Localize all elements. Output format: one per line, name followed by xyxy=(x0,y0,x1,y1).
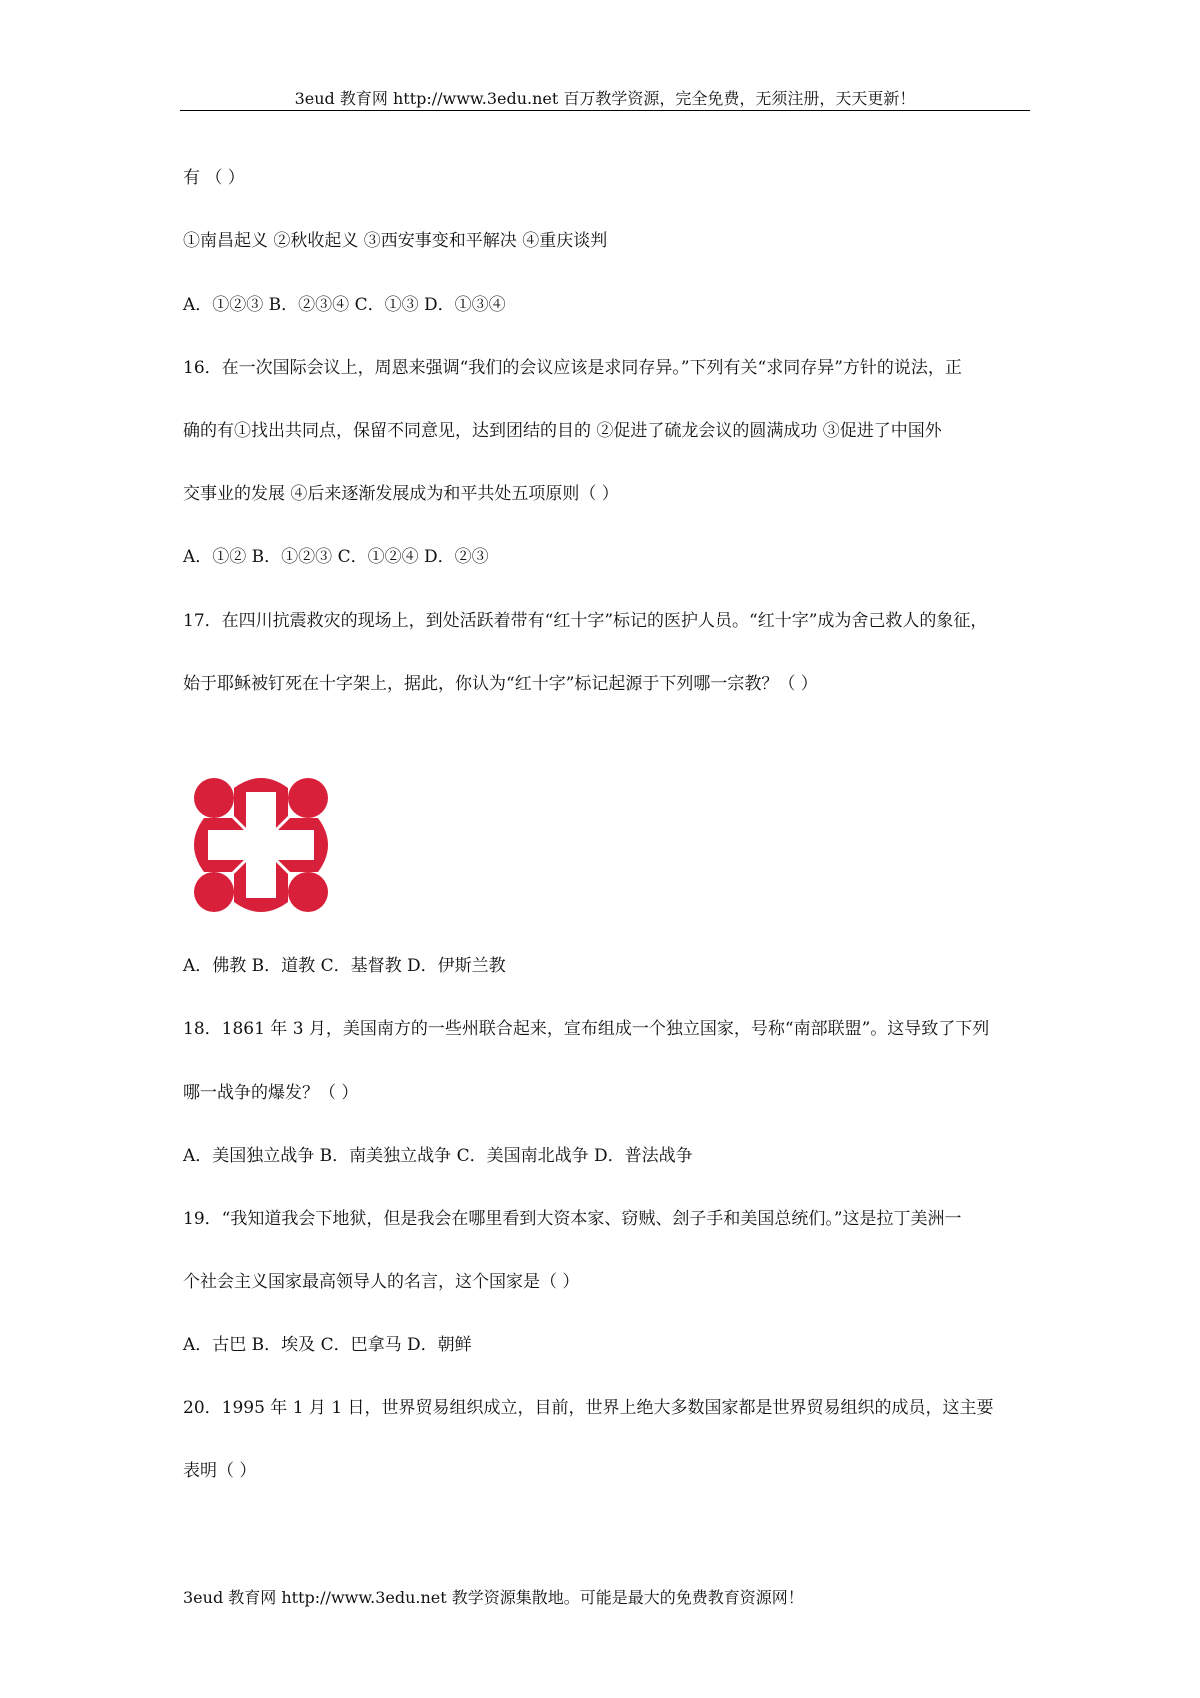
page-footer: 3eud 教育网 http://www.3edu.net 教学资源集散地。可能是最大的免费教育资源网！ xyxy=(183,1588,804,1607)
page-header: 3eud 教育网 http://www.3edu.net 百万教学资源，完全免费，无须注册，天天更新！ xyxy=(294,89,916,108)
q19-stem-line1: 19．“我知道我会下地狱，但是我会在哪里看到大资本家、窃贼、刽子手和美国总统们。”这是拉丁美洲一 xyxy=(183,1209,962,1229)
header-divider xyxy=(180,110,1030,111)
red-cross-icon xyxy=(186,770,336,920)
q16-stem-line3: 交事业的发展 ④后来逐渐发展成为和平共处五项原则（ ） xyxy=(183,484,619,504)
q16-stem-line2: 确的有①找出共同点，保留不同意见，达到团结的目的 ②促进了硫龙会议的圆满成功 ③促进了中国外 xyxy=(183,421,942,441)
q18-stem-line2: 哪一战争的爆发？（ ） xyxy=(183,1083,359,1103)
q15-options: A．①②③ B．②③④ C．①③ D．①③④ xyxy=(183,295,506,315)
q15-items: ①南昌起义 ②秋收起义 ③西安事变和平解决 ④重庆谈判 xyxy=(183,231,608,251)
q18-stem-line1: 18．1861 年 3 月，美国南方的一些州联合起来，宣布组成一个独立国家，号称“南部联盟”。这导致了下列 xyxy=(183,1019,990,1039)
q17-options: A．佛教 B．道教 C．基督教 D．伊斯兰教 xyxy=(183,956,506,976)
question-stem-continuation: 有 （ ） xyxy=(183,168,245,188)
q19-options: A．古巴 B．埃及 C．巴拿马 D．朝鲜 xyxy=(183,1335,472,1355)
q17-stem-line2: 始于耶稣被钉死在十字架上，据此，你认为“红十字”标记起源于下列哪一宗教？（ ） xyxy=(183,674,818,694)
q18-options: A．美国独立战争 B．南美独立战争 C．美国南北战争 D．普法战争 xyxy=(183,1146,693,1166)
q20-stem-line2: 表明（ ） xyxy=(183,1461,257,1481)
q16-stem-line1: 16．在一次国际会议上，周恩来强调“我们的会议应该是求同存异。”下列有关“求同存异”方针的说法，正 xyxy=(183,358,962,378)
q16-options: A．①② B．①②③ C．①②④ D．②③ xyxy=(183,547,489,567)
q19-stem-line2: 个社会主义国家最高领导人的名言，这个国家是（ ） xyxy=(183,1272,580,1292)
red-cross-image xyxy=(186,770,336,920)
q17-stem-line1: 17．在四川抗震救灾的现场上，到处活跃着带有“红十字”标记的医护人员。“红十字”成为舍己救人的象征， xyxy=(183,611,988,631)
q20-stem-line1: 20．1995 年 1 月 1 日，世界贸易组织成立，目前，世界上绝大多数国家都是世界贸易组织的成员，这主要 xyxy=(183,1398,994,1418)
